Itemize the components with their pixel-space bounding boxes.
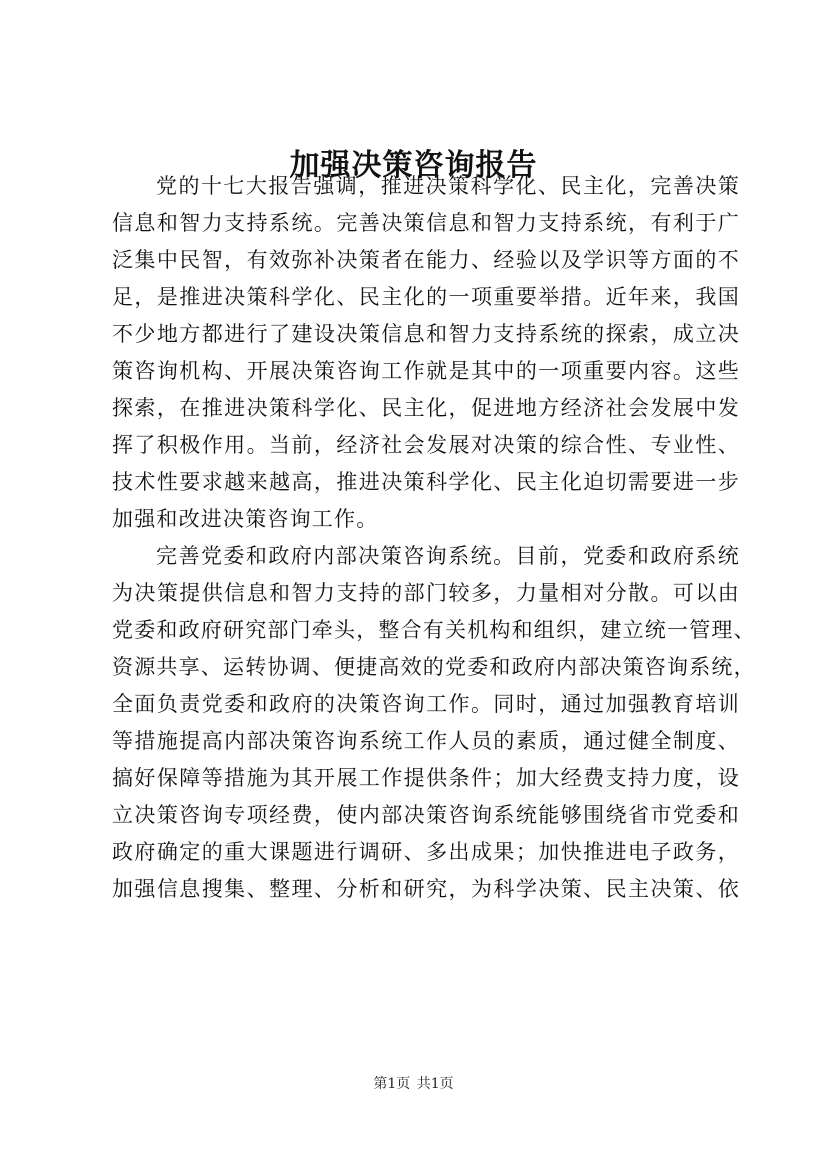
- paragraph-line: 足，是推进决策科学化、民主化的一项重要举措。近年来，我国: [112, 285, 740, 309]
- page-footer: [0, 1074, 827, 1094]
- paragraph-line: 泛集中民智，有效弥补决策者在能力、经验以及学识等方面的不: [112, 248, 740, 272]
- paragraph-line: 加强信息搜集、整理、分析和研究，为科学决策、民主决策、依: [112, 877, 740, 901]
- paragraph-line: 立决策咨询专项经费，使内部决策咨询系统能够围绕省市党委和: [112, 803, 740, 827]
- paragraph-line: 完善党委和政府内部决策咨询系统。目前，党委和政府系统: [156, 544, 740, 568]
- paragraph-line: 搞好保障等措施为其开展工作提供条件；加大经费支持力度，设: [112, 766, 740, 790]
- page-number: 第1页: [373, 1076, 411, 1092]
- document-body: [112, 168, 756, 908]
- paragraph-line: 全面负责党委和政府的决策咨询工作。同时，通过加强教育培训: [112, 692, 740, 716]
- page-total: 共1页: [416, 1076, 454, 1092]
- paragraph-line: 党委和政府研究部门牵头，整合有关机构和组织，建立统一管理、: [112, 618, 756, 642]
- paragraph-line: 等措施提高内部决策咨询系统工作人员的素质，通过健全制度、: [112, 729, 740, 753]
- paragraph-line: 挥了积极作用。当前，经济社会发展对决策的综合性、专业性、: [112, 433, 740, 457]
- document-title: 加强决策咨询报告: [289, 148, 538, 183]
- paragraph-line: 不少地方都进行了建设决策信息和智力支持系统的探索，成立决: [112, 322, 740, 346]
- paragraph-2: [112, 538, 756, 908]
- paragraph-1: [112, 168, 740, 538]
- paragraph-line: 资源共享、运转协调、便捷高效的党委和政府内部决策咨询系统，: [112, 655, 756, 679]
- paragraph-line: 为决策提供信息和智力支持的部门较多，力量相对分散。可以由: [112, 581, 740, 605]
- paragraph-line: 技术性要求越来越高，推进决策科学化、民主化迫切需要进一步: [112, 470, 740, 494]
- paragraph-line: 信息和智力支持系统。完善决策信息和智力支持系统，有利于广: [112, 211, 740, 235]
- paragraph-line: 政府确定的重大课题进行调研、多出成果；加快推进电子政务，: [112, 840, 740, 864]
- paragraph-line: 探索，在推进决策科学化、民主化，促进地方经济社会发展中发: [112, 396, 740, 420]
- paragraph-line: 党的十七大报告强调，推进决策科学化、民主化，完善决策: [156, 174, 740, 198]
- paragraph-line: 策咨询机构、开展决策咨询工作就是其中的一项重要内容。这些: [112, 359, 740, 383]
- paragraph-line: 加强和改进决策咨询工作。: [112, 507, 379, 531]
